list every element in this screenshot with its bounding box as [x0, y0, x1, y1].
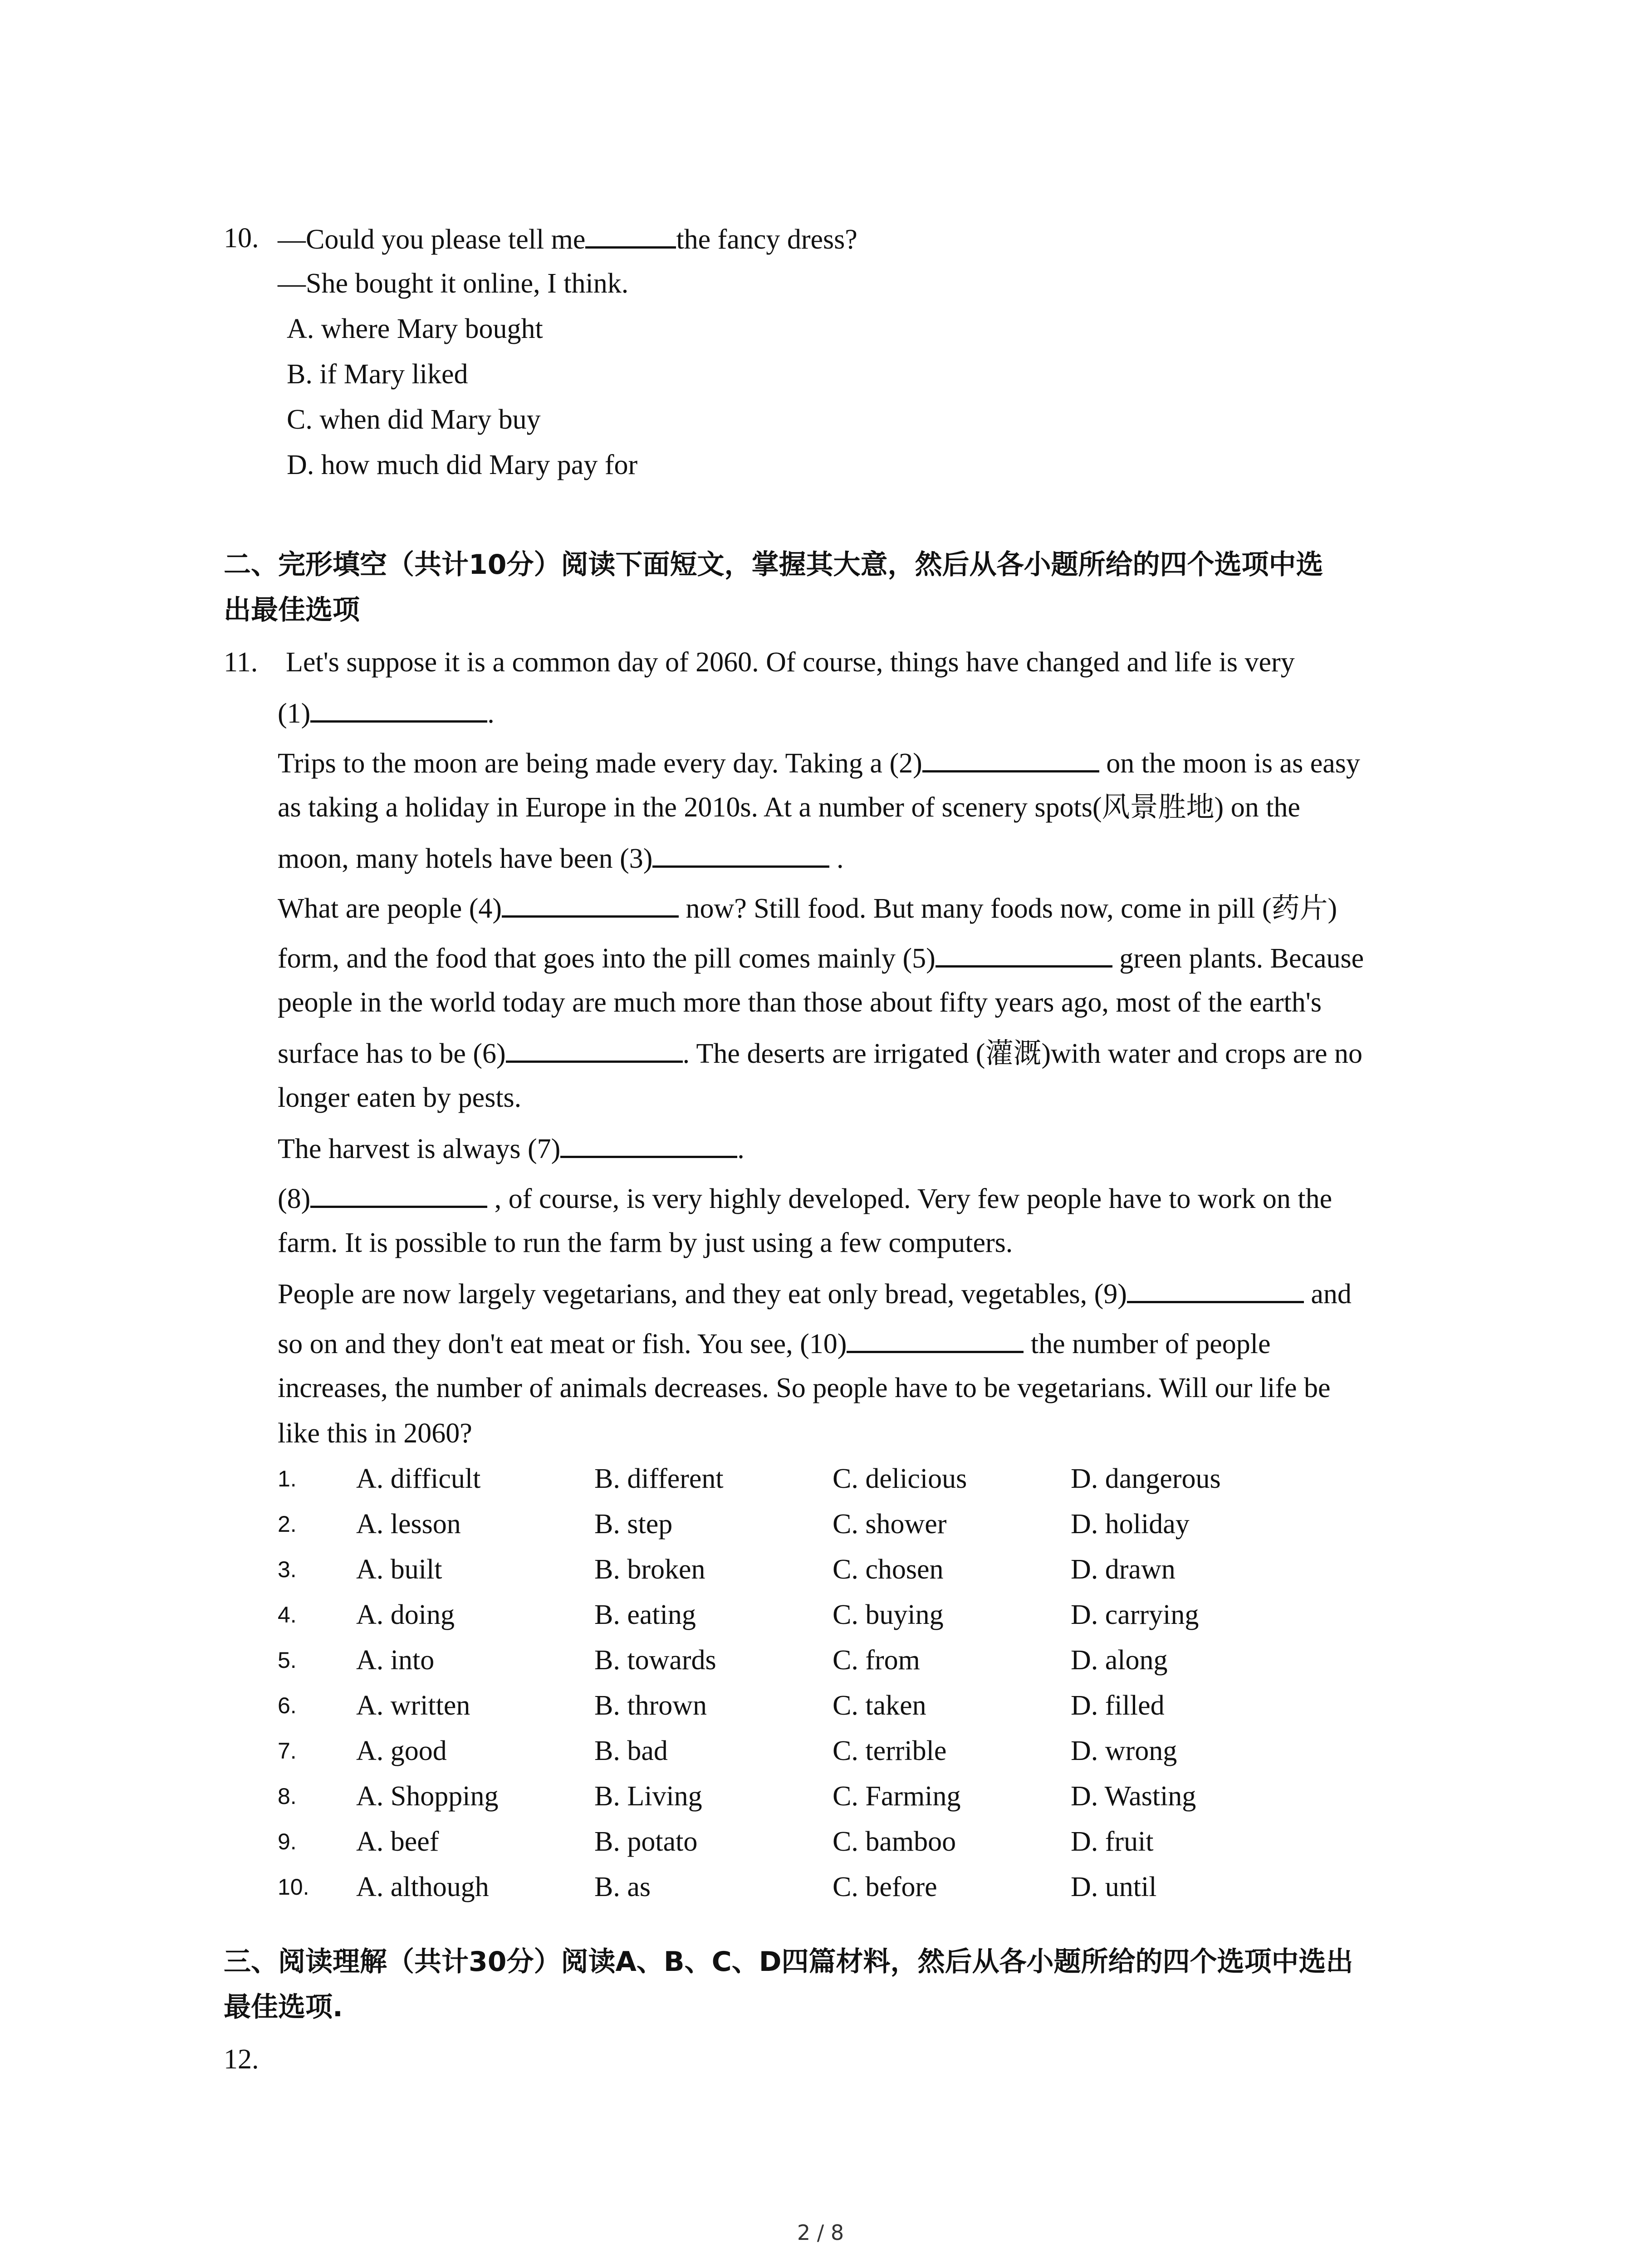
q10-option-d[interactable]: D. how much did Mary pay for — [287, 450, 638, 480]
q11-passage-line: like this in 2060? — [278, 1418, 472, 1449]
q10-blank[interactable] — [585, 220, 676, 249]
section2-heading-line1: 二、完形填空（共计10分）阅读下面短文，掌握其大意，然后从各小题所给的四个选项中选 — [224, 549, 1323, 581]
option-c[interactable]: C. Farming — [833, 1781, 961, 1812]
q11-passage-line: increases, the number of animals decreases. So people have to be vegetarians. Will our life be — [278, 1373, 1331, 1403]
q10-stem-before: —Could you please tell me — [278, 224, 586, 255]
option-row-number: 5. — [278, 1647, 297, 1673]
option-row-number: 2. — [278, 1511, 297, 1537]
q10-option-b[interactable]: B. if Mary liked — [287, 359, 468, 390]
option-d[interactable]: D. Wasting — [1071, 1781, 1196, 1812]
option-b[interactable]: B. as — [594, 1872, 651, 1902]
option-b[interactable]: B. potato — [594, 1826, 698, 1857]
option-a[interactable]: A. although — [356, 1872, 489, 1902]
option-d[interactable]: D. carrying — [1071, 1599, 1199, 1630]
option-a[interactable]: A. beef — [356, 1826, 439, 1857]
option-a[interactable]: A. Shopping — [356, 1781, 499, 1812]
option-b[interactable]: B. towards — [594, 1645, 716, 1676]
option-c[interactable]: C. bamboo — [833, 1826, 956, 1857]
q10-option-c[interactable]: C. when did Mary buy — [287, 404, 541, 435]
option-c[interactable]: C. buying — [833, 1599, 944, 1630]
option-c[interactable]: C. before — [833, 1872, 937, 1902]
option-d[interactable]: D. wrong — [1071, 1735, 1177, 1766]
option-row-number: 8. — [278, 1784, 297, 1809]
q11-blank-2[interactable] — [922, 744, 1099, 772]
option-c[interactable]: C. shower — [833, 1509, 947, 1540]
option-d[interactable]: D. drawn — [1071, 1554, 1176, 1585]
q11-passage-line: longer eaten by pests. — [278, 1082, 522, 1113]
option-a[interactable]: A. written — [356, 1690, 470, 1721]
option-d[interactable]: D. fruit — [1071, 1826, 1154, 1857]
option-c[interactable]: C. from — [833, 1645, 920, 1676]
q10-answer-line: —She bought it online, I think. — [278, 268, 629, 299]
q11-passage-line: (1) . — [278, 694, 495, 732]
q11-passage-line: surface has to be (6) . The deserts are irrigated (灌溉)with water and crops are no — [278, 1034, 1362, 1072]
option-d[interactable]: D. holiday — [1071, 1509, 1190, 1540]
q11-blank-4[interactable] — [502, 889, 679, 918]
q10-number: 10. — [224, 223, 259, 254]
option-d[interactable]: D. until — [1071, 1872, 1157, 1902]
option-row-number: 4. — [278, 1602, 297, 1628]
q11-passage-line: Let's suppose it is a common day of 2060. Of course, things have changed and life is very — [286, 647, 1295, 678]
q11-passage-line: farm. It is possible to run the farm by just using a few computers. — [278, 1227, 1013, 1258]
option-row-number: 7. — [278, 1738, 297, 1764]
option-row-number: 6. — [278, 1693, 297, 1718]
section3-heading-line2: 最佳选项. — [224, 1991, 343, 2023]
q11-blank-7[interactable] — [560, 1129, 737, 1158]
q11-blank-8[interactable] — [310, 1179, 487, 1208]
option-a[interactable]: A. good — [356, 1735, 447, 1766]
q11-passage-line: People are now largely vegetarians, and they eat only bread, vegetables, (9) and — [278, 1275, 1352, 1312]
option-b[interactable]: B. Living — [594, 1781, 702, 1812]
q10-option-a[interactable]: A. where Mary bought — [287, 313, 543, 344]
option-d[interactable]: D. filled — [1071, 1690, 1165, 1721]
option-row-number: 3. — [278, 1557, 297, 1582]
option-c[interactable]: C. chosen — [833, 1554, 944, 1585]
option-c[interactable]: C. delicious — [833, 1463, 967, 1494]
option-a[interactable]: A. doing — [356, 1599, 455, 1630]
option-c[interactable]: C. taken — [833, 1690, 926, 1721]
q11-passage-line: moon, many hotels have been (3) . — [278, 839, 843, 877]
q11-blank-9[interactable] — [1127, 1275, 1304, 1303]
section3-heading-line1: 三、阅读理解（共计30分）阅读A、B、C、D四篇材料，然后从各小题所给的四个选项中选出 — [224, 1946, 1353, 1978]
option-b[interactable]: B. eating — [594, 1599, 696, 1630]
q11-blank-6[interactable] — [506, 1034, 683, 1063]
option-a[interactable]: A. difficult — [356, 1463, 481, 1494]
q11-passage-line: Trips to the moon are being made every day. Taking a (2) on the moon is as easy — [278, 744, 1360, 782]
q11-passage-line: form, and the food that goes into the pill comes mainly (5) green plants. Because — [278, 939, 1364, 977]
section2-heading-line2: 出最佳选项 — [224, 594, 360, 626]
option-b[interactable]: B. bad — [594, 1735, 668, 1766]
option-b[interactable]: B. different — [594, 1463, 724, 1494]
option-d[interactable]: D. along — [1071, 1645, 1168, 1676]
q11-passage-line: people in the world today are much more than those about fifty years ago, most of the earth's — [278, 987, 1322, 1018]
option-b[interactable]: B. thrown — [594, 1690, 707, 1721]
q11-number: 11. — [224, 647, 258, 678]
option-row-number: 10. — [278, 1874, 309, 1900]
q11-blank-1[interactable] — [310, 694, 487, 723]
q10-stem — [278, 220, 857, 258]
option-a[interactable]: A. into — [356, 1645, 435, 1676]
q11-passage-line: so on and they don't eat meat or fish. You see, (10) the number of people — [278, 1325, 1270, 1362]
q11-passage-line: (8) , of course, is very highly developed. Very few people have to work on the — [278, 1179, 1332, 1217]
option-row-number: 1. — [278, 1466, 297, 1491]
q11-passage-line: as taking a holiday in Europe in the 2010s. At a number of scenery spots(风景胜地) on the — [278, 792, 1300, 823]
option-b[interactable]: B. step — [594, 1509, 673, 1540]
q10-stem-after: the fancy dress? — [676, 224, 857, 255]
q11-blank-10[interactable] — [847, 1325, 1024, 1353]
option-a[interactable]: A. built — [356, 1554, 442, 1585]
page-number: 2 / 8 — [797, 2220, 844, 2245]
option-b[interactable]: B. broken — [594, 1554, 705, 1585]
q11-passage-line: The harvest is always (7) . — [278, 1129, 745, 1167]
option-row-number: 9. — [278, 1829, 297, 1854]
option-a[interactable]: A. lesson — [356, 1509, 461, 1540]
q12-number: 12. — [224, 2044, 259, 2075]
option-d[interactable]: D. dangerous — [1071, 1463, 1221, 1494]
q11-blank-3[interactable] — [652, 839, 829, 868]
q11-passage-line: What are people (4) now? Still food. But many foods now, come in pill (药片) — [278, 889, 1337, 927]
q11-blank-5[interactable] — [936, 939, 1112, 968]
option-c[interactable]: C. terrible — [833, 1735, 947, 1766]
